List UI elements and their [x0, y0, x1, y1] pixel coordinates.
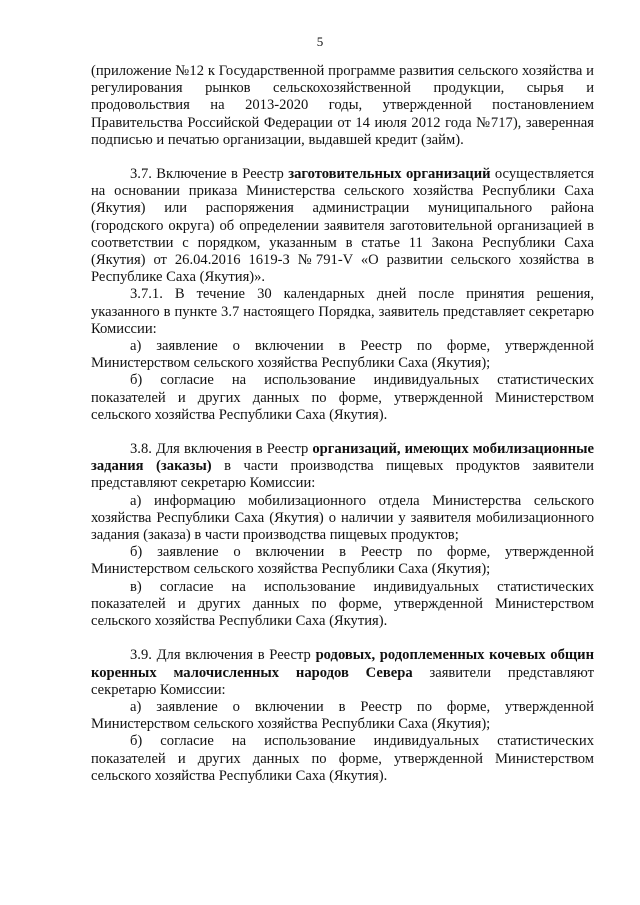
section-3-8 — [91, 441, 594, 493]
section-3-7-bold: заготовительных организаций — [288, 166, 491, 183]
section-3-9-item-a: а) заявление о включении в Реестр по форме, утвержденной Министерством сельского хозяйства Республики Саха (Якутия); — [91, 698, 594, 733]
section-3-7-rest: осуществляется на основании приказа Министерства сельского хозяйства Республики Саха (Якутия) или распоряжения администрации муниципального района (городского округа) об определении заявителя заготовительной организацией в соответствии с порядком, указанным в статье 11 Закона Республики Саха (Якутия) от 26.04.2016 1619-З №791-V «О развитии сельского хозяйства в Республике Саха (Якутия)». — [91, 166, 594, 286]
section-3-7-1-item-b: б) согласие на использование индивидуальных статистических показателей и других данных по форме, утвержденной Министерством сельского хозяйства Республики Саха (Якутия). — [91, 372, 594, 423]
section-3-9-item-b: б) согласие на использование индивидуальных статистических показателей и других данных по форме, утвержденной Министерством сельского хозяйства Республики Саха (Якутия). — [91, 733, 594, 784]
section-3-8-item-a: а) информацию мобилизационного отдела Министерства сельского хозяйства Республики Саха (Якутия) о наличии у заявителя мобилизационного задания (заказа) в части производства пищевых продуктов; — [91, 492, 594, 544]
section-3-9-rest: заявители представляют секретарю Комиссии: — [91, 664, 594, 698]
section-3-8-item-b: б) заявление о включении в Реестр по форме, утвержденной Министерством сельского хозяйства Республики Саха (Якутия); — [91, 544, 594, 578]
section-3-7-1-item-a: а) заявление о включении в Реестр по форме, утвержденной Министерством сельского хозяйства Республики Саха (Якутия); — [91, 338, 594, 372]
intro-paragraph: (приложение №12 к Государственной программе развития сельского хозяйства и регулирования рынков сельскохозяйственной продукции, сырья и продовольствия на 2013-2020 годы, утвержденной постановлением Правительства Российской Федерации от 14 июля 2012 года №717), заверенная подписью и печатью организации, выдавшей кредит (займ). — [91, 63, 594, 148]
section-3-7-lead: 3.7. Включение в Реестр — [130, 166, 289, 183]
section-3-8-rest: в части производства пищевых продуктов заявители представляют секретарю Комиссии: — [91, 458, 594, 492]
document-body — [91, 63, 594, 785]
page-number: 5 — [316, 34, 324, 49]
section-3-8-item-c: в) согласие на использование индивидуальных статистических показателей и других данных по форме, утвержденной Министерством сельского хозяйства Республики Саха (Якутия). — [91, 578, 594, 630]
section-3-8-bold: организаций, имеющих мобилизационные задания (заказы) — [91, 441, 594, 475]
section-3-9 — [91, 647, 594, 699]
section-3-8-lead: 3.8. Для включения в Реестр — [130, 441, 313, 458]
section-3-7 — [91, 166, 594, 286]
section-3-9-bold: родовых, родоплеменных кочевых общин коренных малочисленных народов Севера — [91, 647, 595, 681]
section-3-9-lead: 3.9. Для включения в Реестр — [130, 647, 316, 664]
section-3-7-1: 3.7.1. В течение 30 календарных дней после принятия решения, указанного в пункте 3.7 настоящего Порядка, заявитель представляет секретарю Комиссии: — [91, 286, 594, 337]
